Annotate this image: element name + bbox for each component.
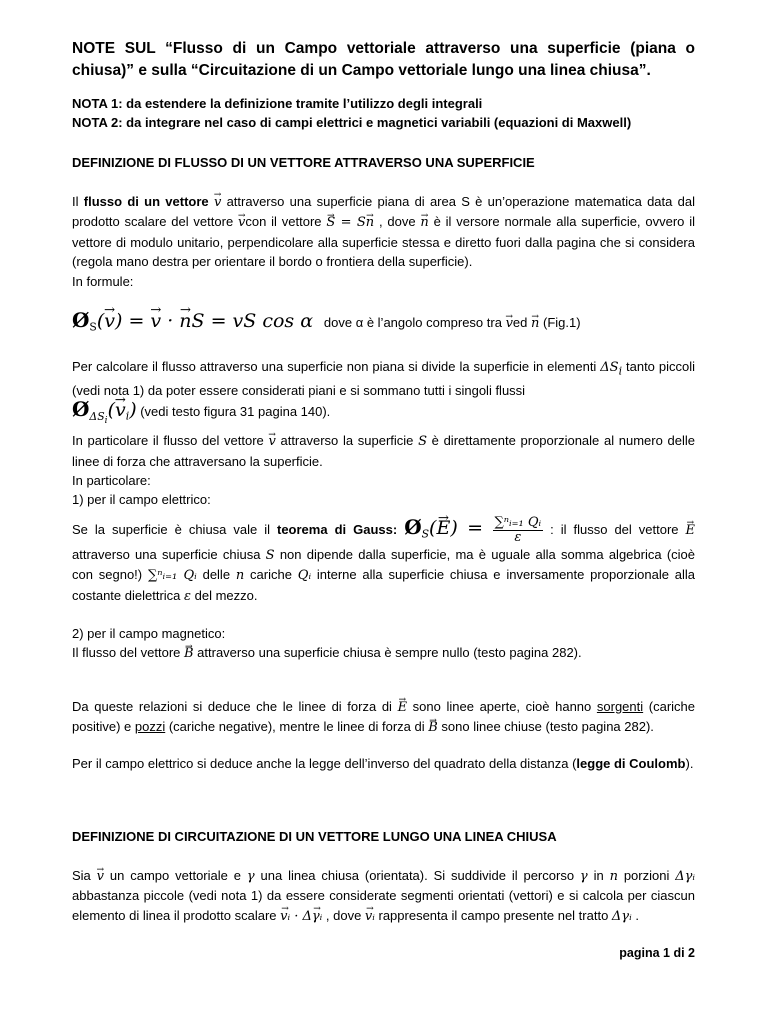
paragraph-magnetic: Il flusso del vettore → B attraverso una superficie chiusa è sempre nullo (testo pagina 282). bbox=[72, 643, 695, 663]
section-heading-flusso: DEFINIZIONE DI FLUSSO DI UN VETTORE ATTRAVERSO UNA SUPERFICIE bbox=[72, 155, 535, 170]
paragraph-flux-definition: Il flusso di un vettore → v attraverso una superficie piana di area S è un’operazione matematica data dal prodotto scalare del vettore → vcon il vettore → S = S→ n , dove → n è il versore normale alla superficie, ovvero il vettore di modulo unitario, perpendicolare alla superficie stessa e diretto fuori dalla pagina che si considera (regola mano destra per orientare il bordo o frontiera della superficie). bbox=[72, 192, 695, 272]
paragraph-non-planar: Per calcolare il flusso attraverso una superficie non piana si divide la superficie in elementi $\Delta S_i$ tanto piccoli (vedi nota 1) da poter essere considerati piani e si sommano tutti i singoli flussi $Ø_{\Delta S_i}(\to v_i)$ (vedi testo figura 31 pagina 140). bbox=[72, 357, 695, 432]
flux-formula: $Ø_S(\to v)$ = → v · → nS = vS cos α dove α è l’angolo compreso tra → ved → n (Fig.1) bbox=[72, 305, 695, 343]
paragraph-circulation: Sia → v un campo vettoriale e γ una linea chiusa (orientata). Si suddivide il percorso γ in n porzioni Δγᵢ abbastanza piccole (vedi nota 1) da essere considerate segmenti orientati (vettori) e si calcola per ciascun elemento di linea il prodotto scalare → vᵢ · Δ→ γᵢ , dove → vᵢ rappresenta il campo presente nel tratto Δγᵢ . bbox=[72, 866, 695, 926]
in-formule-label: In formule: bbox=[72, 273, 134, 289]
electric-field-heading: 1) per il campo elettrico: bbox=[72, 492, 211, 508]
magnetic-field-heading: 2) per il campo magnetico: bbox=[72, 626, 226, 642]
paragraph-coulomb: Per il campo elettrico si deduce anche la legge dell’inverso del quadrato della distanza (legge di Coulomb). bbox=[72, 755, 694, 771]
paragraph-gauss: Se la superficie è chiusa vale il teorema di Gauss: $Ø_S(\to E)$ = $\frac{\text{∑ⁿᵢ₌₁ Qᵢ}}{\varepsilon}$ : il flusso del vettore → E attraverso una superficie chiusa S non dipende dalla superficie, ma è uguale alla somma algebrica (cioè con segno!) ∑ⁿᵢ₌₁ Qᵢ delle n cariche Qᵢ interne alla superficie chiusa e inversamente proporzionale alla costante dielettrica ε del mezzo. bbox=[72, 516, 695, 606]
note-1: NOTA 1: da estendere la definizione tramite l’utilizzo degli integrali bbox=[72, 96, 483, 111]
page-number: pagina 1 di 2 bbox=[619, 946, 695, 960]
document-title: NOTE SUL “Flusso di un Campo vettoriale attraverso una superficie (piana o chiusa)” e sulla “Circuitazione di un Campo vettoriale lungo una linea chiusa”. bbox=[72, 40, 695, 79]
paragraph-field-lines: Da queste relazioni si deduce che le linee di forza di → E sono linee aperte, cioè hanno sorgenti (cariche positive) e pozzi (cariche negative), mentre le linee di forza di → B sono linee chiuse (testo pagina 282). bbox=[72, 697, 695, 738]
note-2: NOTA 2: da integrare nel caso di campi elettrici e magnetici variabili (equazioni di Maxwell) bbox=[72, 115, 632, 130]
section-heading-circuitazione: DEFINIZIONE DI CIRCUITAZIONE DI UN VETTORE LUNGO UNA LINEA CHIUSA bbox=[72, 829, 557, 845]
paragraph-proportional: In particolare il flusso del vettore → v attraverso la superficie S è direttamente proporzionale al numero delle linee di forza che attraversano la superficie. bbox=[72, 431, 695, 471]
gauss-fraction: $\frac{\text{∑ⁿᵢ₌₁ Qᵢ}}{\varepsilon}$ bbox=[494, 514, 542, 545]
document-page bbox=[72, 38, 695, 926]
in-particolare-label: In particolare: bbox=[72, 473, 151, 488]
